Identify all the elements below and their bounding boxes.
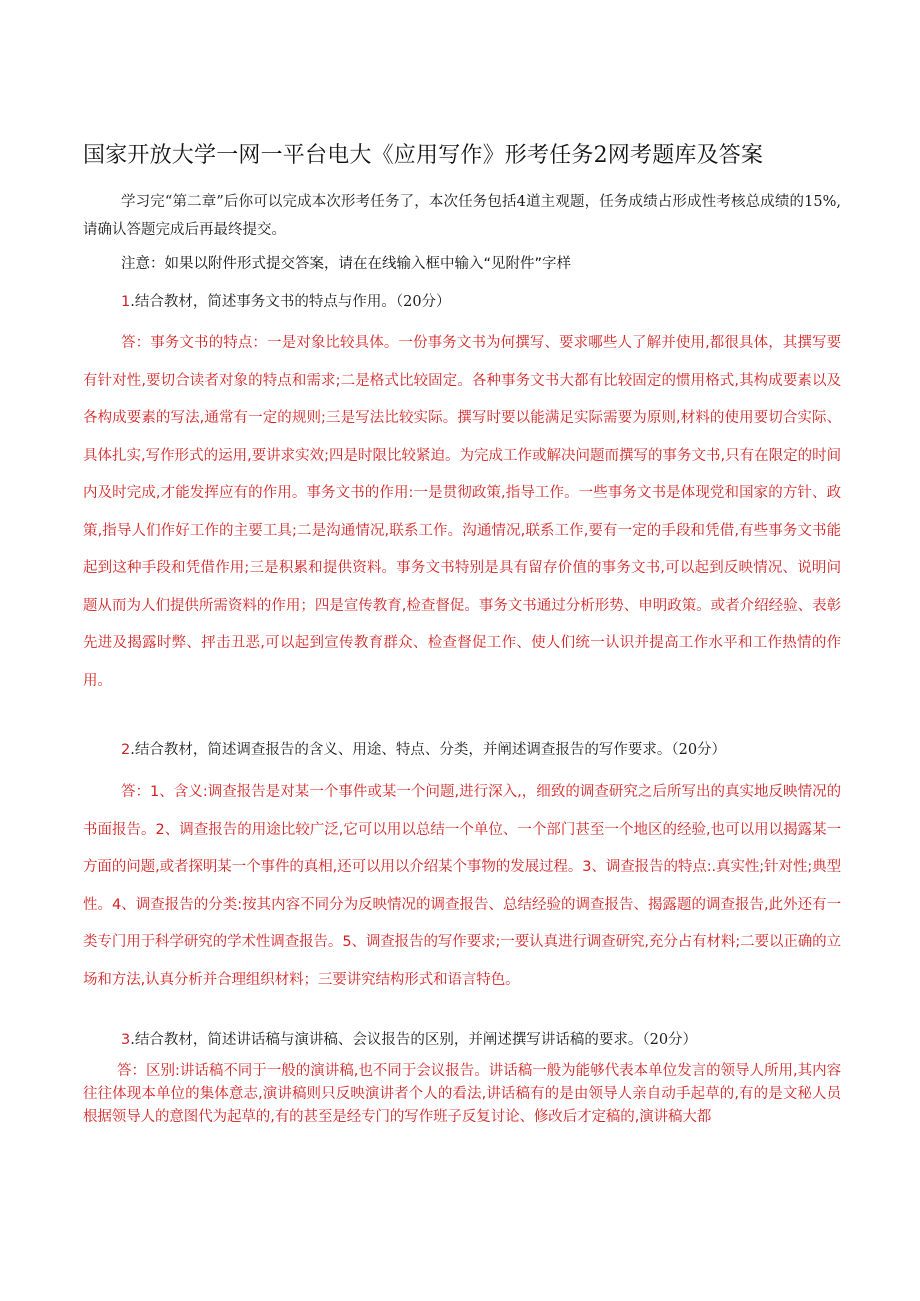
- question-1: [83, 288, 841, 316]
- question-1-number: 1: [121, 294, 131, 310]
- intro-paragraph: 学习完“第二章”后你可以完成本次形考任务了，本次任务包括4道主观题，任务成绩占形成性考核总成绩的15%,请确认答题完成后再最终提交。: [83, 194, 841, 238]
- question-2-text: .结合教材，简述调查报告的含义、用途、特点、分类，并阐述调查报告的写作要求。（20分）: [130, 742, 727, 758]
- question-3-text: .结合教材，简述讲话稿与演讲稿、会议报告的区别，并阐述撰写讲话稿的要求。（20分）: [130, 1032, 698, 1048]
- document-title: 国家开放大学一网一平台电大《应用写作》形考任务2网考题库及答案: [83, 143, 764, 168]
- answer-2: 答：1、含义:调查报告是对某一个事件或某一个问题,进行深入,，细致的调查研究之后所写出的真实地反映情况的书面报告。2、调查报告的用途比较广泛,它可以用以总结一个单位、一个部门甚至一个地区的经验,也可以用以揭露某一方面的问题,或者探明某一个事件的真相,还可以用以介绍某个事物的发展过程。3、调查报告的特点:.真实性;针对性;典型性。4、调查报告的分类:按其内容不同分为反映情况的调查报告、总结经验的调查报告、揭露题的调查报告,此外还有一类专门用于科学研究的学术性调查报告。5、调查报告的写作要求;一要认真进行调查研究,充分占有材料;二要以正确的立场和方法,认真分析并合理组织材料；三要讲究结构形式和语言特色。: [83, 784, 841, 988]
- question-2: [83, 736, 841, 764]
- question-1-text: .结合教材，简述事务文书的特点与作用。（20分）: [130, 294, 451, 310]
- question-3-number: 3: [121, 1032, 131, 1048]
- answer-3: 答：区别:讲话稿不同于一般的演讲稿,也不同于会议报告。讲话稿一般为能够代表本单位发言的领导人所用,其内容往往体现本单位的集体意志,演讲稿则只反映演讲者个人的看法,讲话稿有的是由领导人亲自动手起草的,有的是文秘人员根据领导人的意图代为起草的,有的甚至是经专门的写作班子反复讨论、修改后才定稿的,演讲稿大都: [83, 1063, 841, 1125]
- submission-note: 注意：如果以附件形式提交答案，请在在线输入框中输入“见附件”字样: [121, 256, 572, 272]
- question-3: [83, 1026, 841, 1054]
- question-2-number: 2: [121, 742, 131, 758]
- answer-1: 答：事务文书的特点：一是对象比较具体。一份事务文书为何撰写、要求哪些人了解并使用,都很具体，其撰写要有针对性,要切合读者对象的特点和需求;二是格式比较固定。各种事务文书大都有比较固定的惯用格式,其构成要素以及各构成要素的写法,通常有一定的规则;三是写法比较实际。撰写时要以能满足实际需要为原则,材料的使用要切合实际、具体扎实,写作形式的运用,要讲求实效;四是时限比较紧迫。为完成工作或解决问题而撰写的事务文书,只有在限定的时间内及时完成,才能发挥应有的作用。事务文书的作用:一是贯彻政策,指导工作。一些事务文书是体现党和国家的方针、政策,指导人们作好工作的主要工具;二是沟通情况,联系工作。沟通情况,联系工作,要有一定的手段和凭借,有些事务文书能起到这种手段和凭借作用;三是积累和提供资料。事务文书特别是具有留存价值的事务文书,可以起到反映情况、说明问题从而为人们提供所需资料的作用；四是宣传教育,检查督促。事务文书通过分析形势、申明政策。或者介绍经验、表彰先进及揭露时弊、抨击丑恶,可以起到宣传教育群众、检查督促工作、使人们统一认识并提高工作水平和工作热情的作用。: [83, 335, 841, 689]
